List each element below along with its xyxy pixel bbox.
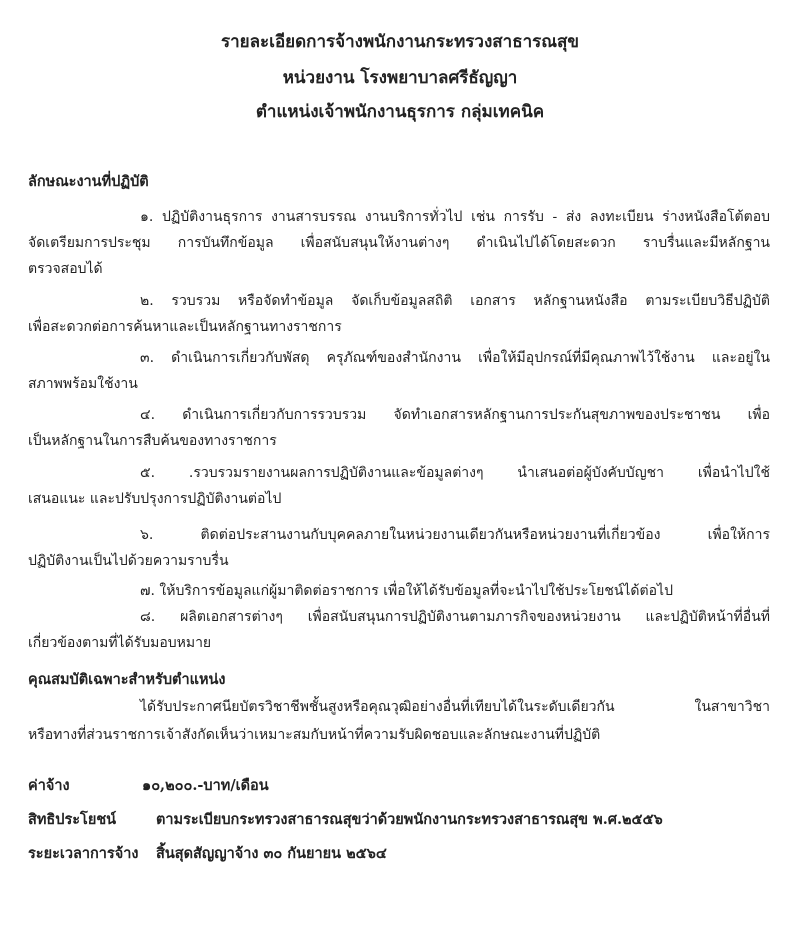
period-value: สิ้นสุดสัญญาจ้าง ๓๐ กันยายน ๒๕๖๔ — [156, 845, 387, 862]
duty-3-line-2: สภาพพร้อมใช้งาน — [28, 376, 138, 392]
qualifications-section-title: คุณสมบัติเฉพาะสำหรับตำแหน่ง — [28, 671, 226, 688]
duty-4-line-1: ๔. ดำเนินการเกี่ยวกับการรวบรวม จัดทำเอกสารหลักฐานการประกันสุขภาพของประชาชน เพื่อ — [140, 407, 770, 423]
benefits-label: สิทธิประโยชน์ — [28, 811, 117, 828]
benefits-value: ตามระเบียบกระทรวงสาธารณสุขว่าด้วยพนักงานกระทรวงสาธารณสุข พ.ศ.๒๕๕๖ — [156, 811, 663, 828]
wage-label: ค่าจ้าง — [28, 777, 70, 794]
duty-2-line-1: ๒. รวบรวม หรือจัดทำข้อมูล จัดเก็บข้อมูลสถิติ เอกสาร หลักฐานหนังสือ ตามระเบียบวิธีปฏิบัติ — [140, 293, 770, 309]
duty-8-line-1: ๘. ผลิตเอกสารต่างๆ เพื่อสนับสนุนการปฏิบัติงานตามภารกิจของหน่วยงาน และปฏิบัติหน้าที่อื่นที่ — [140, 609, 770, 625]
duty-5-line-2: เสนอแนะ และปรับปรุงการปฏิบัติงานต่อไป — [28, 491, 282, 507]
duty-6-line-1: ๖. ติดต่อประสานงานกับบุคคลภายในหน่วยงานเดียวกันหรือหน่วยงานที่เกี่ยวข้อง เพื่อให้การ — [140, 527, 770, 543]
position-heading: ตำแหน่งเจ้าพนักงานธุรการ กลุ่มเทคนิค — [255, 102, 545, 122]
duty-1-line-3: ตรวจสอบได้ — [28, 261, 103, 277]
duty-2-line-2: เพื่อสะดวกต่อการค้นหาและเป็นหลักฐานทางราชการ — [28, 319, 342, 335]
qualifications-line-2: หรือทางที่ส่วนราชการเจ้าสังกัดเห็นว่าเหมาะสมกับหน้าที่ความรับผิดชอบและลักษณะงานที่ปฏิบัติ — [28, 727, 601, 743]
duty-3-line-1: ๓. ดำเนินการเกี่ยวกับพัสดุ ครุภัณฑ์ของสำนักงาน เพื่อให้มีอุปกรณ์ที่มีคุณภาพไว้ใช้งาน และอยู่ใน — [140, 350, 770, 366]
duties-section-title: ลักษณะงานที่ปฏิบัติ — [28, 173, 149, 190]
agency-heading: หน่วยงาน โรงพยาบาลศรีธัญญา — [282, 68, 518, 88]
duty-5-line-1: ๕. .รวบรวมรายงานผลการปฏิบัติงานและข้อมูลต่างๆ นำเสนอต่อผู้บังคับบัญชา เพื่อนำไปใช้ — [140, 465, 770, 481]
qualifications-line-1: ได้รับประกาศนียบัตรวิชาชีพชั้นสูงหรือคุณวุฒิอย่างอื่นที่เทียบได้ในระดับเดียวกัน ในสาขาวิชา — [140, 699, 770, 715]
document-title: รายละเอียดการจ้างพนักงานกระทรวงสาธารณสุข — [220, 32, 580, 52]
duty-8-line-2: เกี่ยวข้องตามที่ได้รับมอบหมาย — [28, 635, 212, 651]
duty-1-line-2: จัดเตรียมการประชุม การบันทึกข้อมูล เพื่อสนับสนุนให้งานต่างๆ ดำเนินไปได้โดยสะดวก ราบรื่นและมีหลักฐาน — [28, 235, 770, 251]
duty-4-line-2: เป็นหลักฐานในการสืบค้นของทางราชการ — [28, 433, 277, 449]
duty-6-line-2: ปฏิบัติงานเป็นไปด้วยความราบรื่น — [28, 553, 229, 569]
duty-1-line-1: ๑. ปฏิบัติงานธุรการ งานสารบรรณ งานบริการทั่วไป เช่น การรับ - ส่ง ลงทะเบียน ร่างหนังสือโต้ตอบ — [140, 209, 770, 225]
period-label: ระยะเวลาการจ้าง — [28, 845, 139, 862]
duty-7-line-1: ๗. ให้บริการข้อมูลแก่ผู้มาติดต่อราชการ เพื่อให้ได้รับข้อมูลที่จะนำไปใช้ประโยชน์ได้ต่อไป — [140, 583, 673, 599]
wage-value: ๑๐,๒๐๐.-บาท/เดือน — [142, 777, 269, 794]
